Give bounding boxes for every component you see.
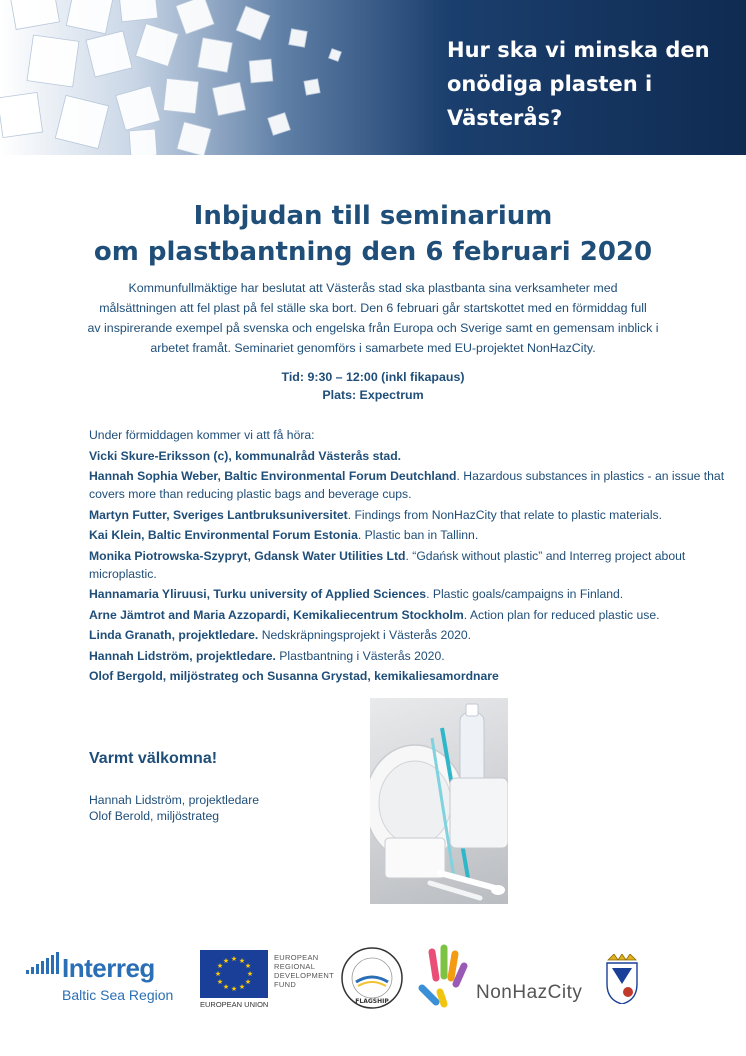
svg-text:★: ★ — [230, 985, 238, 993]
program-item — [89, 467, 739, 503]
svg-text:★: ★ — [222, 983, 230, 991]
page-title-line: om plastbantning den 6 februari 2020 — [93, 237, 653, 267]
event-time: Tid: 9:30 – 12:00 (inkl fikapaus) — [281, 370, 465, 384]
vasteras-coat-of-arms-icon — [604, 954, 640, 1004]
event-details — [0, 368, 746, 404]
plastic-items-photo — [370, 698, 508, 904]
eu-flag-icon — [200, 950, 268, 998]
program-topic: Nedskräpningsprojekt i Västerås 2020. — [258, 628, 472, 642]
program-item — [89, 526, 739, 544]
plastic-items-illustration — [370, 698, 508, 904]
svg-text:★: ★ — [216, 978, 224, 986]
svg-text:★: ★ — [230, 955, 238, 963]
program-topic: Plastbantning i Västerås 2020. — [275, 648, 445, 663]
svg-text:★: ★ — [214, 970, 222, 978]
program-speaker: Hannah Lidström, projektledare. — [89, 648, 276, 663]
eu-union-label: EUROPEAN UNION — [200, 1000, 269, 1009]
program-speaker: Linda Granath, projektledare. — [89, 628, 259, 642]
program-intro: Under förmiddagen kommer vi att få höra: — [89, 428, 315, 442]
banner-title-line: Hur ska vi minska den — [447, 38, 710, 62]
eu-fund-line: DEVELOPMENT — [274, 971, 334, 980]
flagship-label: FLAGSHIP — [355, 998, 389, 1005]
partner-logos — [0, 940, 746, 1020]
header-banner — [0, 0, 746, 155]
svg-text:★: ★ — [222, 957, 230, 965]
eu-fund-text — [274, 953, 334, 989]
intro-line: målsättningen att fel plast på fel ställe ska bort. Den 6 februari går startskottet med en förmiddag full — [99, 301, 647, 315]
eu-fund-line: FUND — [274, 980, 297, 989]
program-speaker: Hannamaria Yliruusi, Turku university of Applied Sciences — [89, 587, 427, 601]
eu-fund-line: EUROPEAN — [274, 953, 319, 962]
svg-text:★: ★ — [238, 957, 246, 965]
eu-fund-line: REGIONAL — [274, 962, 316, 971]
program-speaker: Olof Bergold, miljöstrateg och Susanna Grystad, kemikaliesamordnare — [89, 669, 499, 683]
program-speaker: Martyn Futter, Sveriges Lantbruksuniversitet — [89, 507, 348, 522]
program-speaker: Monika Piotrowska-Szypryt, Gdansk Water Utilities Ltd — [89, 548, 406, 563]
program-item — [89, 547, 739, 583]
program-item — [89, 585, 739, 603]
nonhazcity-logo: NonHazCity — [476, 982, 583, 1003]
svg-text:★: ★ — [246, 970, 254, 978]
nonhazcity-hand-icon — [414, 944, 468, 1010]
decorative-squares — [0, 0, 430, 155]
welcome-text: Varmt välkomna! — [89, 750, 218, 767]
program-item — [89, 647, 739, 665]
svg-text:★: ★ — [244, 962, 252, 970]
program-speaker: Vicki Skure-Eriksson (c), kommunalråd Västerås stad. — [89, 448, 402, 463]
interreg-logo: Interreg — [62, 953, 155, 983]
program-item — [89, 506, 739, 524]
program-speaker: Arne Jämtrot and Maria Azzopardi, Kemikaliecentrum Stockholm — [89, 607, 464, 622]
banner-title-line: Västerås? — [447, 106, 563, 130]
signature-line: Hannah Lidström, projektledare — [89, 793, 260, 807]
program-speaker: Hannah Sophia Weber, Baltic Environmental Forum Deutchland — [89, 469, 457, 483]
intro-line: arbetet framåt. Seminariet genomförs i samarbete med EU-projektet NonHazCity. — [150, 341, 596, 355]
program-item — [89, 626, 739, 644]
svg-text:★: ★ — [238, 983, 246, 991]
svg-text:★: ★ — [244, 978, 252, 986]
program-speaker: Kai Klein, Baltic Environmental Forum Estonia — [89, 528, 358, 542]
svg-text:★: ★ — [216, 962, 224, 970]
page-title-line: Inbjudan till seminarium — [193, 201, 553, 231]
signature-block — [89, 792, 259, 824]
banner-title — [447, 33, 737, 135]
program-topic: . Findings from NonHazCity that relate to plastic materials. — [347, 507, 663, 522]
signature-line: Olof Berold, miljöstrateg — [89, 809, 220, 823]
intro-paragraph — [70, 278, 676, 358]
program-item — [89, 447, 739, 465]
program-topic: . “Gdańsk without plastic” and Interreg project about microplastic. — [89, 548, 686, 581]
flagship-seal-icon — [340, 946, 404, 1010]
intro-line: av inspirerande exempel på svenska och engelska från Europa och Sverige samt en gemensam inblick i — [87, 321, 659, 335]
banner-title-line: onödiga plasten i — [447, 72, 653, 96]
program-topic: . Hazardous substances in plastics - an issue that covers more than reducing plastic bags and beverage cups. — [89, 469, 725, 501]
event-place: Plats: Expectrum — [322, 388, 424, 402]
program-item — [89, 667, 739, 685]
page-title — [0, 198, 746, 270]
program-item — [89, 606, 739, 624]
program-topic: . Plastic goals/campaigns in Finland. — [426, 587, 624, 601]
program-list — [89, 426, 739, 688]
program-topic: . Action plan for reduced plastic use. — [463, 607, 660, 622]
interreg-subtitle: Baltic Sea Region — [62, 987, 174, 1003]
intro-line: Kommunfullmäktige har beslutat att Västerås stad ska plastbanta sina verksamheter med — [128, 281, 618, 295]
program-topic: . Plastic ban in Tallinn. — [357, 528, 479, 542]
interreg-signal-icon — [24, 952, 64, 982]
